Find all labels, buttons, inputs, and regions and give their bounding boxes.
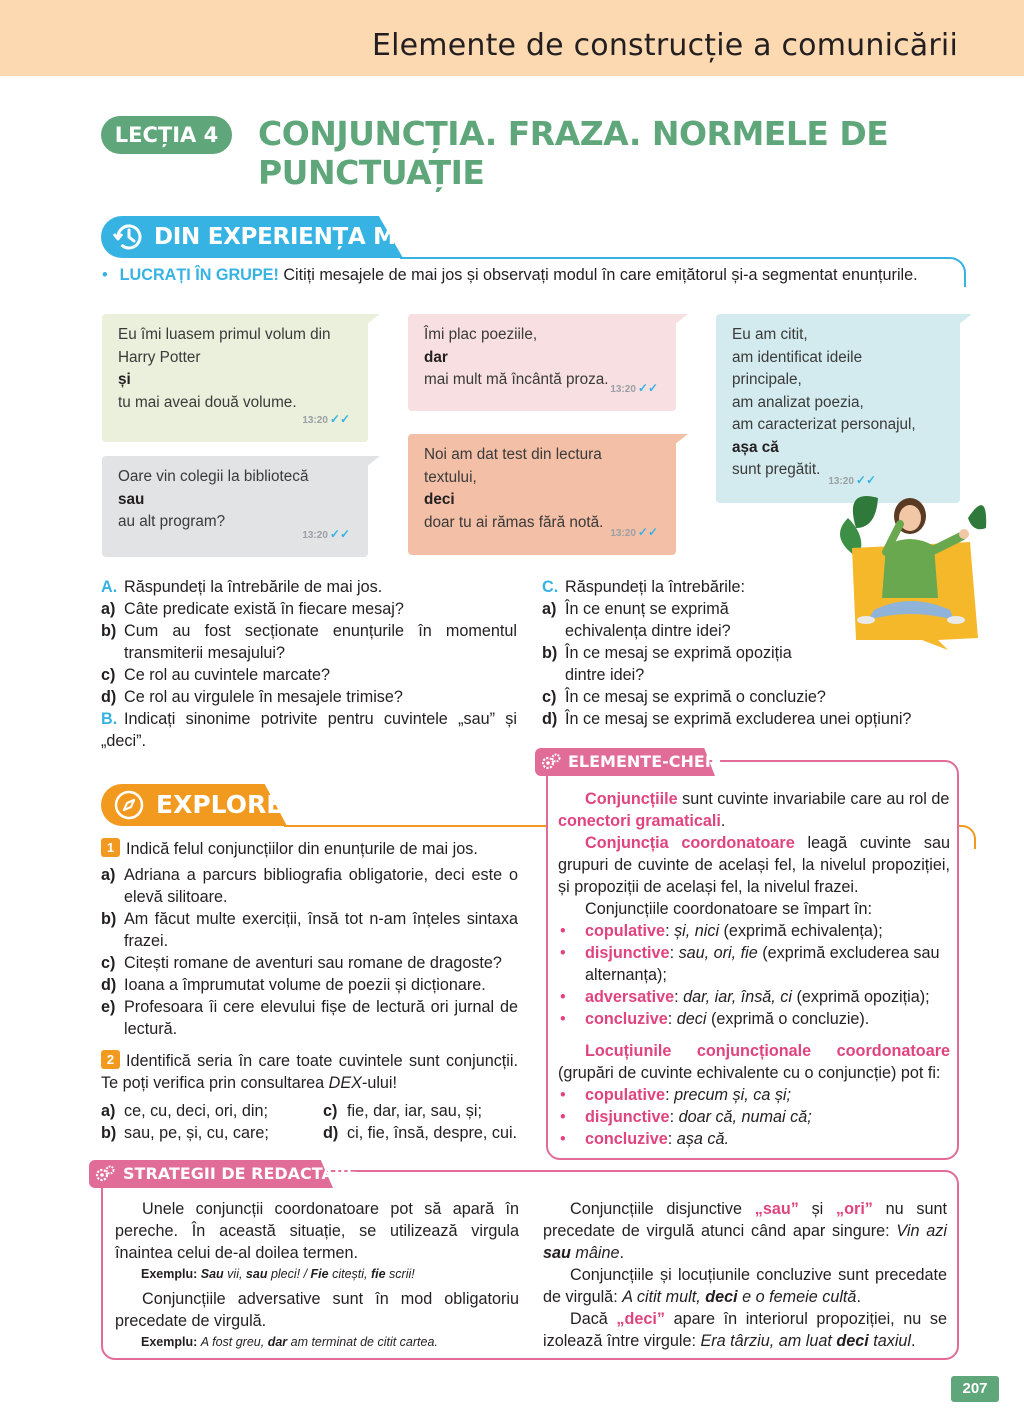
section-divider-line <box>284 825 546 827</box>
option-a <box>101 1100 323 1122</box>
text: sunt cuvinte invariabile care au rol de <box>677 790 950 808</box>
bubble-line: sunt pregătit. <box>732 461 821 478</box>
bubble-conjunction: și <box>118 371 131 388</box>
section-title-experienta: DIN EXPERIENȚA MEA <box>154 224 429 250</box>
writing-strategies-title: STRATEGII DE REDACTARE <box>123 1164 358 1183</box>
example-text: citești, <box>328 1267 371 1281</box>
bullet-icon: • <box>560 1108 566 1126</box>
double-check-icon: ✓✓ <box>329 526 350 541</box>
exercise-item <box>101 908 518 952</box>
ec-bullet <box>558 1008 950 1030</box>
term: Locuțiunile conjuncționale coordonatoare <box>585 1042 950 1060</box>
ec-bullet <box>558 920 950 942</box>
option-c <box>323 1100 482 1122</box>
text: . <box>720 812 726 830</box>
item-text: Am făcut multe exerciții, însă tot n-am înțeles sintaxa frazei. <box>124 910 518 950</box>
bullet-icon: • <box>560 988 566 1006</box>
bubble-line: Eu îmi luasem primul volum din <box>118 326 331 343</box>
strategies-left-column <box>115 1198 519 1352</box>
example-bold: deci <box>836 1332 869 1350</box>
example: deci <box>676 1010 707 1028</box>
task-instruction <box>102 266 982 285</box>
example-bold: fie <box>370 1267 386 1281</box>
ec-bullet <box>558 942 950 986</box>
term: Conjuncțiile <box>585 790 678 808</box>
bubble-conjunction: deci <box>424 491 455 508</box>
bubble-line: Oare vin colegii la bibliotecă <box>118 468 309 485</box>
time-text: 13:20 <box>302 529 328 541</box>
bubble-line: doar tu ai rămas fără notă. <box>424 513 604 531</box>
example-text: Era târziu, am luat <box>700 1332 837 1350</box>
time-text: 13:20 <box>828 475 854 487</box>
chat-bubble-3 <box>408 314 676 411</box>
bubble-conjunction: sau <box>118 490 145 508</box>
bullet-icon: • <box>560 944 566 962</box>
question-a <box>542 598 942 642</box>
option-text: sau, pe, și, cu, care; <box>124 1124 269 1142</box>
question-C <box>542 576 942 598</box>
bullet-icon: • <box>560 922 566 940</box>
chapter-title: Elemente de construcție a comunicării <box>371 28 958 63</box>
example-bold: dar <box>267 1335 288 1349</box>
strategy-paragraph: Conjuncțiile adversative sunt în mod obligatoriu precedate de virgulă. <box>115 1290 519 1330</box>
ec-bullet <box>558 1106 950 1128</box>
bubble-tail <box>362 456 380 470</box>
ec-bullet <box>558 1128 950 1150</box>
bubble-tail <box>670 434 688 448</box>
question-b <box>542 642 942 686</box>
bubble-line: Eu am citit, <box>732 326 808 343</box>
bubble-line: am identificat ideile <box>732 348 863 366</box>
question-label: a) <box>101 600 116 618</box>
strategy-paragraph <box>543 1308 947 1352</box>
bubble-line: am caracterizat personajul, <box>732 416 916 433</box>
lesson-title: CONJUNCȚIA. FRAZA. NORMELE DE PUNCTUAȚIE <box>258 114 889 192</box>
chat-bubble-1 <box>102 314 368 442</box>
bubble-line: textului, <box>424 468 477 486</box>
item-text: Ioana a împrumutat volume de poezii și dicționare. <box>124 976 486 994</box>
item-label: a) <box>101 866 116 884</box>
bullet-icon: • <box>560 1086 566 1104</box>
lesson-badge: LECȚIA 4 <box>101 116 232 154</box>
strategy-paragraph: Unele conjuncții coordonatoare pot să apară în pereche. În această situație, se utilizează virgula înaintea celui de-al doilea termen. <box>115 1200 519 1262</box>
question-label: d) <box>542 710 558 728</box>
bullet-icon: • <box>102 266 108 284</box>
text: (exprimă o concluzie). <box>706 1010 870 1028</box>
text: și <box>798 1200 837 1218</box>
term: adversative <box>585 988 675 1006</box>
text: : <box>667 1130 677 1148</box>
term: copulative <box>585 1086 666 1104</box>
question-text: Indicați sinonime potrivite pentru cuvintele „sau” și „deci”. <box>101 710 517 750</box>
option-label: c) <box>323 1102 338 1120</box>
example: doar că, numai că; <box>678 1108 812 1126</box>
term: Conjuncția coordonatoare <box>585 834 795 852</box>
exercise-text-dex: DEX <box>328 1074 362 1092</box>
task-lead: LUCRAȚI ÎN GRUPE! <box>119 266 279 284</box>
question-text: În ce mesaj se exprimă opoziția dintre idei? <box>565 644 792 684</box>
chat-bubble-4 <box>408 434 676 555</box>
item-label: e) <box>101 998 116 1016</box>
message-time <box>302 523 350 548</box>
item-text: Profesoara îi cere elevului fișe de lectură ori jurnal de lectură. <box>124 998 518 1038</box>
compass-icon <box>113 789 145 821</box>
bullet-icon: • <box>560 1130 566 1148</box>
double-check-icon: ✓✓ <box>855 472 876 487</box>
option-d <box>323 1122 517 1144</box>
double-check-icon: ✓✓ <box>637 524 658 539</box>
bubble-line: Îmi plac poeziile, <box>424 326 538 343</box>
term: copulative <box>585 922 666 940</box>
question-d <box>542 708 942 730</box>
bubble-line: au alt program? <box>118 513 226 530</box>
chat-bubble-5 <box>716 314 960 503</box>
question-label: c) <box>101 666 116 684</box>
example-text: taxiul <box>868 1332 912 1350</box>
strategy-example <box>115 1332 519 1352</box>
exercise-2-prompt <box>101 1050 518 1094</box>
item-label: d) <box>101 976 117 994</box>
exercise-item <box>101 996 518 1040</box>
time-text: 13:20 <box>610 527 636 539</box>
option-b <box>101 1122 323 1144</box>
example-lead: Exemplu: <box>141 1267 201 1281</box>
strategy-paragraph <box>543 1264 947 1308</box>
message-time <box>610 521 658 546</box>
ec-paragraph-3: Conjuncțiile coordonatoare se împart în: <box>585 900 873 918</box>
bubble-tail <box>954 314 972 328</box>
exercise-number: 1 <box>101 838 120 857</box>
question-c <box>542 686 942 708</box>
exercise-text: Indică felul conjuncțiilor din enunțurile de mai jos. <box>126 840 478 858</box>
chat-bubble-2 <box>102 456 368 557</box>
question-A <box>101 576 517 598</box>
text: nu sunt precedate de virgulă atunci când apar singure: <box>543 1200 947 1240</box>
strategy-paragraph <box>543 1198 947 1264</box>
question-text: În ce enunț se exprimă echivalența dintre idei? <box>565 600 731 640</box>
question-label: b) <box>101 622 117 640</box>
text: Dacă <box>570 1310 617 1328</box>
item-text: Adriana a parcurs bibliografia obligatorie, deci este o elevă silitoare. <box>124 866 518 906</box>
question-text: Răspundeți la întrebările de mai jos. <box>124 578 383 596</box>
time-text: 13:20 <box>610 383 636 395</box>
option-label: a) <box>101 1102 116 1120</box>
example-text: mâine <box>570 1244 620 1262</box>
double-check-icon: ✓✓ <box>637 380 658 395</box>
text: . <box>856 1288 861 1306</box>
bubble-line: principale, <box>732 371 802 388</box>
gears-icon <box>94 1164 116 1184</box>
example-text: A citit mult, <box>622 1288 706 1306</box>
question-text: În ce mesaj se exprimă excluderea unei opțiuni? <box>565 710 912 728</box>
example-text: am terminat de citit cartea. <box>287 1335 438 1349</box>
example: precum și, ca și; <box>674 1086 792 1104</box>
ec-paragraph-1 <box>558 788 950 832</box>
message-time <box>302 408 350 433</box>
example-text: pleci! / <box>267 1267 311 1281</box>
question-text: Câte predicate există în fiecare mesaj? <box>124 600 404 618</box>
bubble-line: Harry Potter <box>118 348 201 366</box>
task-text: Citiți mesajele de mai jos și observați modul în care emițătorul și-a segmentat enunțurile. <box>278 266 918 284</box>
term: conectori gramaticali <box>558 812 721 830</box>
question-text: În ce mesaj se exprimă o concluzie? <box>565 688 826 706</box>
option-label: d) <box>323 1124 339 1142</box>
bubble-line: Noi am dat test din lectura <box>424 446 602 463</box>
question-text: Ce rol au virgulele în mesajele trimise? <box>124 688 403 706</box>
text: : <box>665 1086 675 1104</box>
text: (grupări de cuvinte echivalente cu o conjuncție) pot fi: <box>558 1064 941 1082</box>
exercise-number: 2 <box>101 1050 120 1069</box>
example-bold: Fie <box>310 1267 329 1281</box>
text: (exprimă opoziția); <box>791 988 930 1006</box>
ec-bullet <box>558 1084 950 1106</box>
question-label: b) <box>542 644 558 662</box>
bullet-icon: • <box>560 1010 566 1028</box>
text: . <box>911 1332 916 1350</box>
exercise-1 <box>101 838 518 1040</box>
question-d <box>101 686 517 708</box>
exercise-item <box>101 952 518 974</box>
text: : <box>669 944 679 962</box>
gears-icon <box>540 752 562 772</box>
bubble-tail <box>670 314 688 328</box>
double-check-icon: ✓✓ <box>329 411 350 426</box>
question-text: Ce rol au cuvintele marcate? <box>124 666 331 684</box>
example-text: scrii! <box>385 1267 415 1281</box>
example-bold: Sau <box>200 1267 224 1281</box>
exercise-text: -ului! <box>361 1074 398 1092</box>
item-label: c) <box>101 954 116 972</box>
ec-paragraph-2 <box>558 832 950 898</box>
text: apare în interiorul propoziției, nu se izolează între virgule: <box>543 1310 947 1350</box>
text: Conjuncțiile și locuțiunile concluzive sunt precedate de virgulă: <box>543 1266 947 1306</box>
example-bold: sau <box>245 1267 268 1281</box>
question-label: C. <box>542 578 559 596</box>
example-lead: Exemplu: <box>141 1335 201 1349</box>
questions-left <box>101 576 517 752</box>
bubble-line: mai mult mă încântă proza. <box>424 371 609 388</box>
text: . <box>619 1244 624 1262</box>
question-a <box>101 598 517 620</box>
question-label: c) <box>542 688 557 706</box>
text: (exprimă echivalența); <box>719 922 883 940</box>
question-b <box>101 620 517 664</box>
strategies-right-column <box>543 1198 947 1352</box>
options-row <box>101 1100 518 1122</box>
page-number: 207 <box>951 1376 999 1402</box>
term: concluzive <box>585 1010 668 1028</box>
exercise-item <box>101 864 518 908</box>
term: disjunctive <box>585 1108 670 1126</box>
term: concluzive <box>585 1130 668 1148</box>
example: așa că. <box>676 1130 729 1148</box>
message-time <box>610 377 658 402</box>
time-text: 13:20 <box>302 414 328 426</box>
example-text: vii, <box>223 1267 246 1281</box>
questions-right <box>542 576 942 730</box>
example-text: e o femeie cultă <box>737 1288 857 1306</box>
option-text: ci, fie, însă, despre, cui. <box>347 1124 518 1142</box>
bubble-conjunction: așa că <box>732 438 779 456</box>
exercise-2 <box>101 1050 518 1144</box>
question-label: d) <box>101 688 117 706</box>
key-elements-title: ELEMENTE-CHEIE <box>568 752 722 771</box>
item-text: Citești romane de aventuri sau romane de dragoste? <box>124 954 502 972</box>
exercise-text: Identifică seria în care toate cuvintele sunt conjuncții. Te poți verifica prin consultarea <box>101 1052 518 1092</box>
term: disjunctive <box>585 944 670 962</box>
ec-paragraph-4 <box>558 1040 950 1084</box>
exercise-item <box>101 974 518 996</box>
question-text: Cum au fost secționate enunțurile în momentul transmiterii mesajului? <box>124 622 517 662</box>
example-bold: sau <box>543 1244 571 1262</box>
strategy-example <box>115 1264 519 1284</box>
term: „ori” <box>836 1200 873 1218</box>
question-B <box>101 708 517 752</box>
bubble-tail <box>362 314 380 328</box>
text: Conjuncțiile disjunctive <box>570 1200 755 1218</box>
question-label: A. <box>101 578 118 596</box>
term: „deci” <box>616 1310 665 1328</box>
text: : <box>674 988 684 1006</box>
example-text: A fost greu, <box>200 1335 268 1349</box>
bubble-line: am analizat poezia, <box>732 393 864 411</box>
ec-bullet <box>558 986 950 1008</box>
bubble-conjunction: dar <box>424 348 448 366</box>
question-label: B. <box>101 710 118 728</box>
text: leagă cuvinte sau grupuri de cuvinte de același fel, la nivelul propoziției, și propoziții de același fel, la nivelul frazei. <box>558 834 950 896</box>
text: (exprimă excluderea sau alternanța); <box>585 944 940 984</box>
example: și, nici <box>674 922 720 940</box>
option-text: ce, cu, deci, ori, din; <box>124 1102 268 1120</box>
example: dar, iar, însă, ci <box>683 988 792 1006</box>
question-label: a) <box>542 600 557 618</box>
text: : <box>667 1010 677 1028</box>
history-clock-icon <box>112 220 146 254</box>
term: „sau” <box>754 1200 799 1218</box>
example-bold: deci <box>705 1288 738 1306</box>
question-text: Răspundeți la întrebările: <box>565 578 745 596</box>
option-text: fie, dar, iar, sau, și; <box>347 1102 482 1120</box>
question-c <box>101 664 517 686</box>
text: : <box>665 922 675 940</box>
example-text: Vin azi <box>896 1222 947 1240</box>
text: : <box>669 1108 679 1126</box>
exercise-1-prompt <box>101 838 518 860</box>
example: sau, ori, fie <box>678 944 758 962</box>
option-label: b) <box>101 1124 117 1142</box>
options-row <box>101 1122 518 1144</box>
item-label: b) <box>101 910 117 928</box>
section-title-explorez: EXPLOREZ <box>156 790 302 819</box>
key-elements-content <box>558 788 950 1150</box>
bubble-line: tu mai aveai două volume. <box>118 393 297 411</box>
